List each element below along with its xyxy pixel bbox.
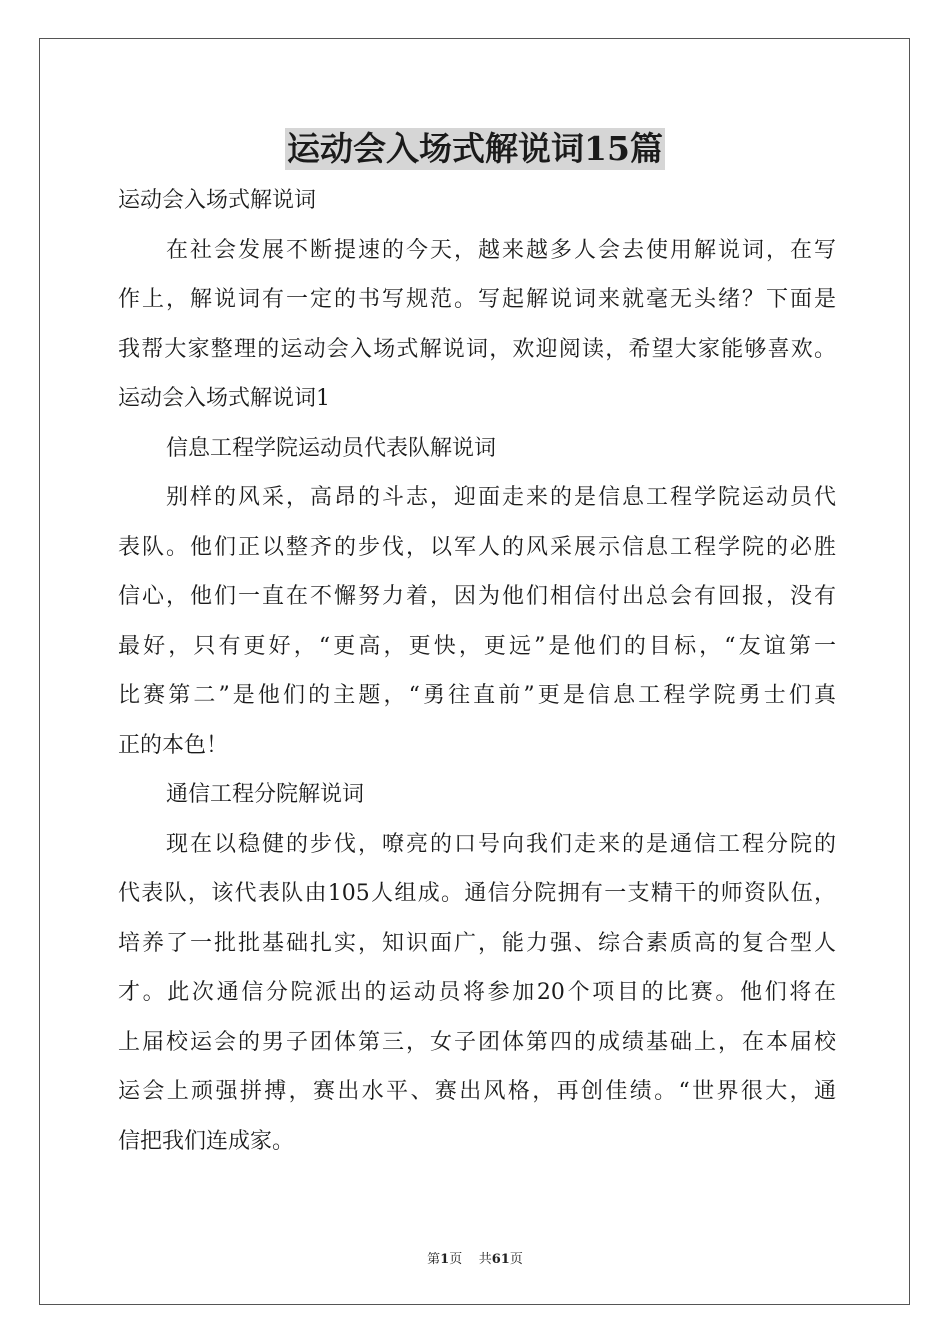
- text-line: 运动会入场式解说词1: [118, 386, 330, 411]
- text-line: 最好，只有更好，“更高，更快，更远”是他们的目标，“友谊第一: [118, 633, 836, 659]
- text-line: 比赛第二”是他们的主题，“勇往直前”更是信息工程学院勇士们真: [118, 683, 836, 708]
- text-line: 上届校运会的男子团体第三，女子团体第四的成绩基础上，在本届校: [118, 1029, 836, 1055]
- text-line: 作上，解说词有一定的书写规范。写起解说词来就毫无头绪？下面是: [118, 287, 836, 312]
- text-line: 运动会入场式解说词: [118, 188, 317, 213]
- footer-page-number: 1: [440, 1252, 450, 1267]
- text-line: 我帮大家整理的运动会入场式解说词，欢迎阅读，希望大家能够喜欢。: [118, 336, 836, 362]
- text-line: 在社会发展不断提速的今天，越来越多人会去使用解说词，在写: [166, 237, 836, 263]
- title-container: [0, 128, 950, 170]
- text-line: 表队。他们正以整齐的步伐，以军人的风采展示信息工程学院的必胜: [118, 534, 836, 560]
- document-body: [118, 176, 836, 1166]
- text-line: 运会上顽强拼搏，赛出水平、赛出风格，再创佳绩。“世界很大，通: [118, 1079, 836, 1104]
- text-line: 信把我们连成家。: [118, 1128, 295, 1154]
- text-line: 现在以稳健的步伐，嘹亮的口号向我们走来的是通信工程分院的: [166, 831, 836, 857]
- text-line: 通信工程分院解说词: [166, 782, 365, 807]
- text-line: 正的本色！: [118, 732, 229, 758]
- text-line: 信心，他们一直在不懈努力着，因为他们相信付出总会有回报，没有: [118, 584, 836, 609]
- footer-total-prefix: 共: [478, 1252, 492, 1267]
- text-line: 别样的风采，高昂的斗志，迎面走来的是信息工程学院运动员代: [166, 485, 836, 510]
- text-line: 代表队，该代表队由105人组成。通信分院拥有一支精干的师资队伍，: [118, 881, 836, 906]
- footer-page-suffix: 页: [449, 1252, 463, 1267]
- page-footer: [0, 1248, 950, 1267]
- text-line: 培养了一批批基础扎实，知识面广，能力强、综合素质高的复合型人: [118, 930, 836, 956]
- footer-total-suffix: 页: [509, 1252, 523, 1267]
- document-title: 运动会入场式解说词15篇: [287, 129, 663, 168]
- footer-total-pages: 61: [491, 1252, 510, 1267]
- text-line: 信息工程学院运动员代表队解说词: [166, 435, 497, 461]
- text-line: 才。此次通信分院派出的运动员将参加20个项目的比赛。他们将在: [118, 980, 836, 1005]
- footer-page-prefix: 第: [427, 1252, 441, 1267]
